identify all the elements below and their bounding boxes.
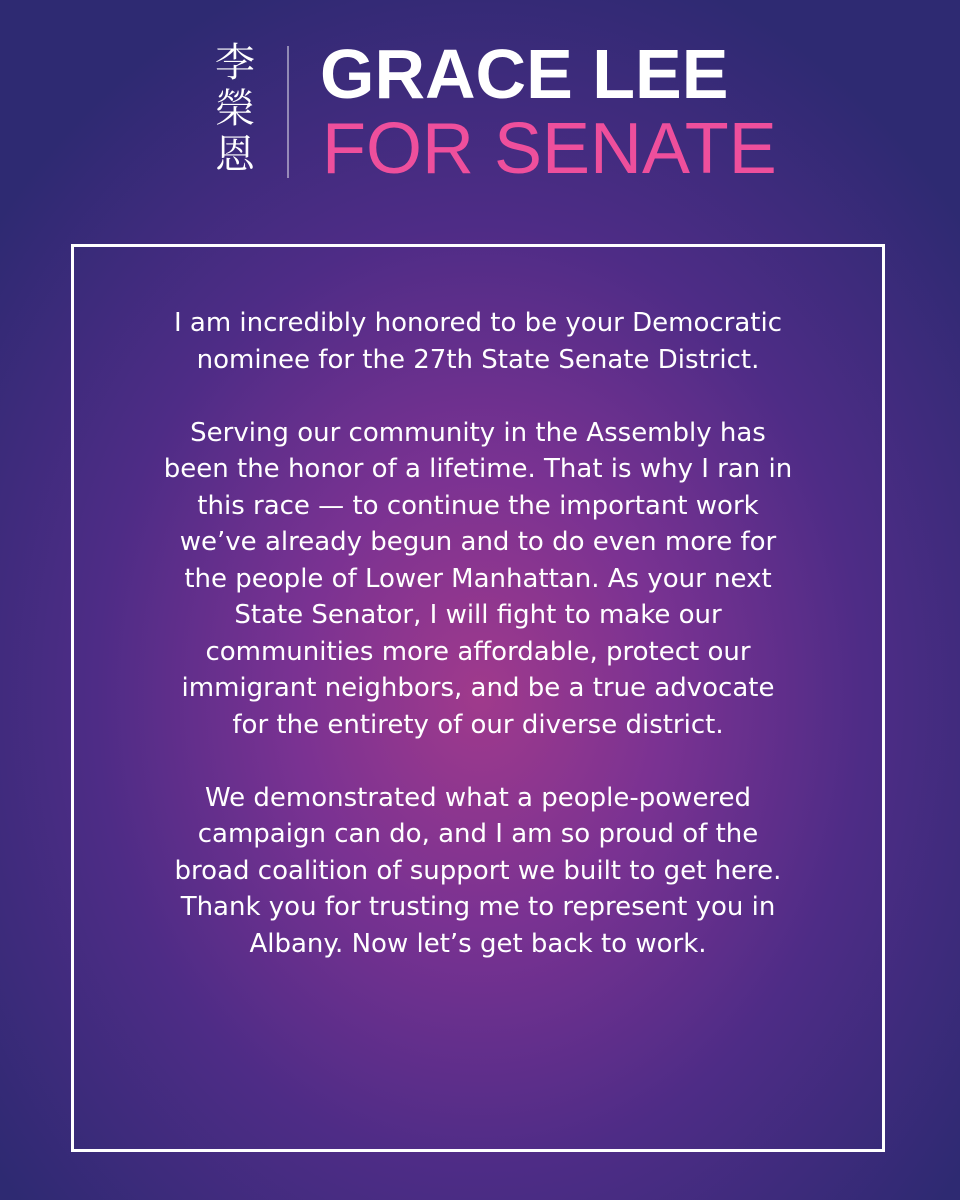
paragraph xyxy=(74,415,882,744)
chinese-name xyxy=(212,40,258,178)
text-line: we’ve already begun and to do even more for xyxy=(179,527,777,557)
text-line: nominee for the 27th State Senate District. xyxy=(196,344,760,375)
campaign-logo xyxy=(0,35,960,189)
chinese-char: 李 xyxy=(215,40,255,86)
office-title: FOR SENATE xyxy=(322,109,777,189)
candidate-name: GRACE LEE xyxy=(320,35,729,113)
paragraph xyxy=(74,780,882,963)
text-line: Serving our community in the Assembly has xyxy=(190,417,766,448)
text-line: We demonstrated what a people-powered xyxy=(204,782,752,813)
text-line: I am incredibly honored to be your Democratic xyxy=(173,308,783,338)
logo-divider xyxy=(287,46,289,178)
text-line: Albany. Now let’s get back to work. xyxy=(249,928,707,959)
chinese-char: 榮 xyxy=(215,86,255,132)
text-line: immigrant neighbors, and be a true advocate xyxy=(181,673,775,703)
paragraph xyxy=(74,305,882,378)
text-line: the people of Lower Manhattan. As your next xyxy=(184,563,772,594)
chinese-char: 恩 xyxy=(215,132,255,178)
text-line: State Senator, I will fight to make our xyxy=(234,600,722,630)
text-line: broad coalition of support we built to get here. xyxy=(174,855,782,886)
text-line: been the honor of a lifetime. That is why I ran in xyxy=(163,454,793,484)
text-line: communities more affordable, protect our xyxy=(205,636,751,667)
text-line: this race — to continue the important work xyxy=(197,490,759,521)
text-line: for the entirety of our diverse district. xyxy=(232,709,724,740)
text-line: Thank you for trusting me to represent you in xyxy=(180,892,776,922)
text-line: campaign can do, and I am so proud of the xyxy=(197,819,759,849)
statement-text xyxy=(74,305,882,999)
